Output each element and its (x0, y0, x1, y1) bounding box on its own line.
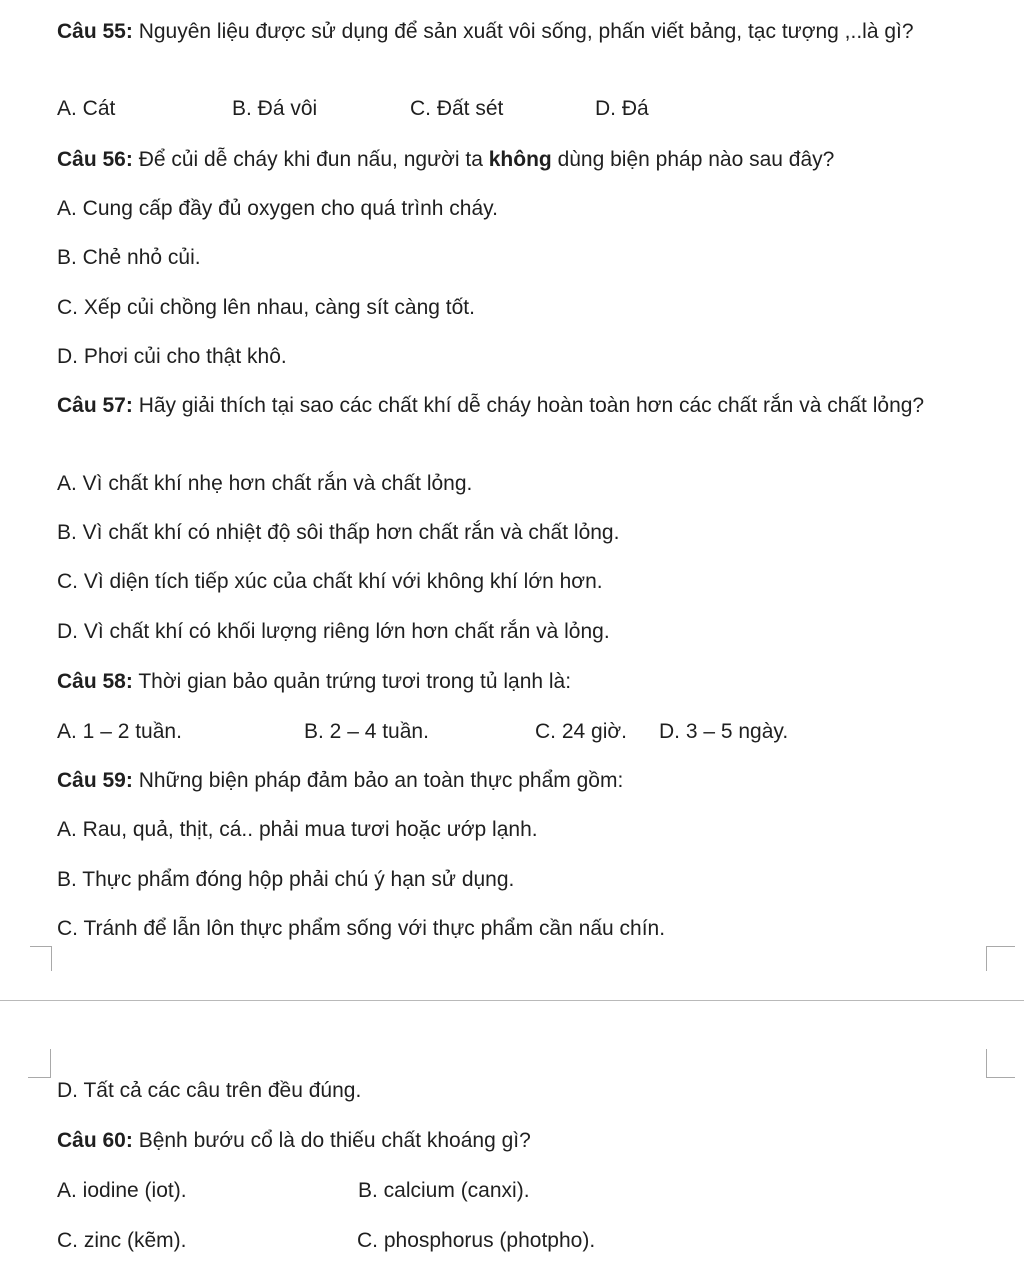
question-57-option-c: C. Vì diện tích tiếp xúc của chất khí với không khí lớn hơn. (57, 570, 603, 593)
option-d: D. 3 – 5 ngày. (659, 720, 789, 743)
question-text: Bệnh bướu cổ là do thiếu chất khoáng gì? (132, 1129, 531, 1152)
question-label: Câu 57: (57, 394, 133, 417)
question-text: Thời gian bảo quản trứng tươi trong tủ lạnh là: (132, 670, 572, 693)
option-a: A. Cát (57, 97, 116, 120)
option-a: A. 1 – 2 tuần. (57, 720, 182, 743)
option-b: B. Đá vôi (232, 97, 318, 120)
question-text: Nguyên liệu được sử dụng để sản xuất vôi sống, phấn viết bảng, tạc tượng ,..là gì? (132, 20, 914, 43)
question-56-option-d: D. Phơi củi cho thật khô. (57, 345, 287, 368)
question-56-option-a: A. Cung cấp đầy đủ oxygen cho quá trình cháy. (57, 197, 498, 220)
option-c: C. Đất sét (410, 97, 504, 120)
question-label: Câu 58: (57, 670, 133, 693)
question-57-option-a: A. Vì chất khí nhẹ hơn chất rắn và chất lỏng. (57, 472, 473, 495)
question-59-option-c: C. Tránh để lẫn lôn thực phẩm sống với thực phẩm cần nấu chín. (57, 917, 666, 940)
option-c: C. 24 giờ. (535, 720, 627, 743)
question-57 (57, 391, 994, 421)
option-b: B. 2 – 4 tuần. (304, 720, 429, 743)
question-56-option-b: B. Chẻ nhỏ củi. (57, 246, 201, 269)
question-text-end: dùng biện pháp nào sau đây? (551, 148, 835, 171)
question-59-option-b: B. Thực phẩm đóng hộp phải chú ý hạn sử dụng. (57, 868, 515, 891)
question-59 (57, 766, 994, 796)
question-label: Câu 59: (57, 769, 133, 792)
page-margin-corner-top-left (28, 1049, 51, 1078)
page-margin-corner-top-right (986, 1049, 1015, 1078)
question-58 (57, 667, 994, 697)
question-text: Để củi dễ cháy khi đun nấu, người ta (132, 148, 489, 171)
question-text: Hãy giải thích tại sao các chất khí dễ cháy hoàn toàn hơn các chất rắn và chất lỏng? (132, 394, 925, 417)
question-label: Câu 60: (57, 1129, 133, 1152)
question-emphasis: không (488, 148, 552, 171)
question-label: Câu 56: (57, 148, 133, 171)
question-59-option-a: A. Rau, quả, thịt, cá.. phải mua tươi hoặc ướp lạnh. (57, 818, 538, 841)
option-d: C. phosphorus (photpho). (357, 1229, 596, 1252)
question-text: Những biện pháp đảm bảo an toàn thực phẩm gồm: (132, 769, 624, 792)
question-56 (57, 145, 994, 175)
option-a: A. iodine (iot). (57, 1179, 187, 1202)
question-57-option-b: B. Vì chất khí có nhiệt độ sôi thấp hơn chất rắn và chất lỏng. (57, 521, 620, 544)
option-b: B. calcium (canxi). (358, 1179, 530, 1202)
question-label: Câu 55: (57, 20, 133, 43)
option-c: C. zinc (kẽm). (57, 1229, 187, 1252)
option-d: D. Đá (595, 97, 649, 120)
question-59-option-d: D. Tất cả các câu trên đều đúng. (57, 1079, 362, 1102)
page-margin-corner-bottom-right (986, 946, 1015, 971)
question-57-option-d: D. Vì chất khí có khối lượng riêng lớn hơn chất rắn và lỏng. (57, 620, 610, 643)
question-55 (57, 17, 994, 47)
question-60 (57, 1126, 994, 1156)
question-56-option-c: C. Xếp củi chồng lên nhau, càng sít càng tốt. (57, 296, 475, 319)
page-margin-corner-bottom-left (30, 946, 52, 971)
